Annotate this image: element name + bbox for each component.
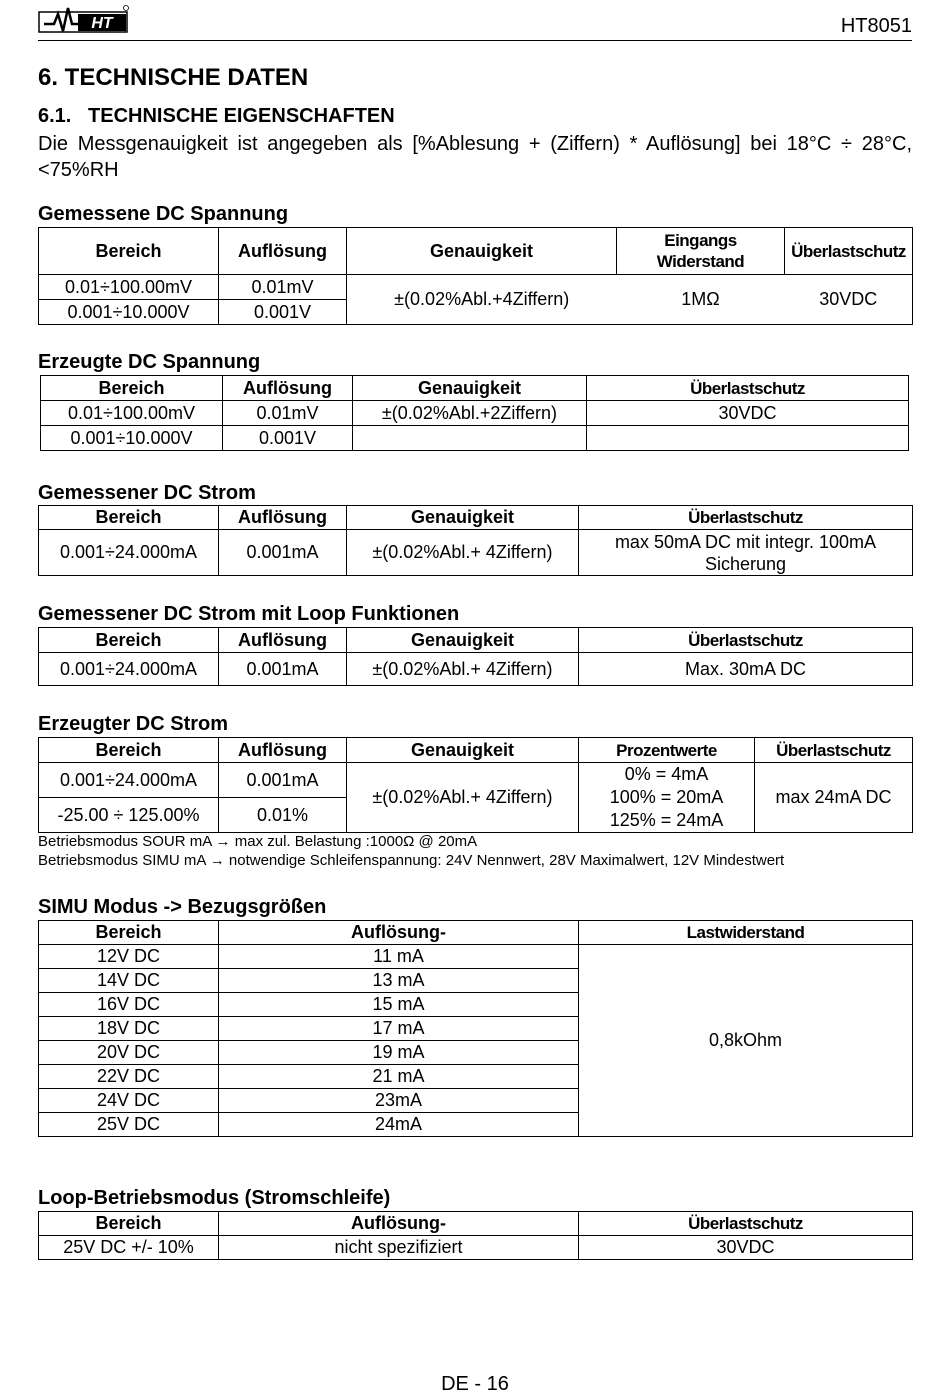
header-accuracy: Genauigkeit (353, 376, 587, 401)
header-overload: Überlastschutz (587, 376, 909, 401)
header-resolution: Auflösung- (219, 1212, 579, 1236)
resolution-cell: 0.001mA (219, 763, 347, 798)
header-accuracy: Genauigkeit (347, 506, 579, 530)
load-resistance-cell: 0,8kOhm (579, 945, 913, 1137)
accuracy-cell: ±(0.02%Abl.+4Ziffern) (347, 275, 617, 325)
current-cell: 13 mA (219, 969, 579, 993)
note-simu-mode: Betriebsmodus SIMU mA → notwendige Schleifenspannung: 24V Nennwert, 28V Maximalwert, 12V Mindestwert (38, 852, 785, 869)
header-resolution: Auflösung (219, 506, 347, 530)
resolution-cell: 0.01mV (219, 275, 347, 300)
current-cell: 23mA (219, 1089, 579, 1113)
header-range: Bereich (39, 628, 219, 653)
range-cell: 16V DC (39, 993, 219, 1017)
header-load-resistance: Lastwiderstand (579, 921, 913, 945)
range-cell: 0.001÷10.000V (39, 300, 219, 325)
svg-text:HT: HT (91, 15, 113, 32)
current-cell: 11 mA (219, 945, 579, 969)
resolution-cell: 0.001V (223, 426, 353, 451)
range-cell: 25V DC +/- 10% (39, 1236, 219, 1260)
header-accuracy: Genauigkeit (347, 228, 617, 275)
header-resolution: Auflösung (219, 228, 347, 275)
intro-paragraph: Die Messgenauigkeit ist angegeben als [%Ablesung + (Ziffern) * Auflösung] bei 18°C ÷ 28°C, <75%RH (38, 133, 912, 181)
header-resolution: Auflösung (219, 628, 347, 653)
generated-dc-voltage-title: Erzeugte DC Spannung (38, 351, 261, 373)
overload-cell: Max. 30mA DC (579, 653, 913, 686)
header-resolution: Auflösung- (219, 921, 579, 945)
accuracy-cell: ±(0.02%Abl.+ 4Ziffern) (347, 530, 579, 576)
loop-dc-current-table (38, 627, 913, 686)
range-cell: 0.001÷24.000mA (39, 530, 219, 576)
range-cell: 0.001÷24.000mA (39, 653, 219, 686)
range-cell: 18V DC (39, 1017, 219, 1041)
resolution-cell: nicht spezifiziert (219, 1236, 579, 1260)
header-overload: Überlastschutz (579, 1212, 913, 1236)
empty-cell (353, 426, 587, 451)
accuracy-cell: ±(0.02%Abl.+ 4Ziffern) (347, 653, 579, 686)
range-cell: 20V DC (39, 1041, 219, 1065)
resolution-cell: 0.001V (219, 300, 347, 325)
range-cell: 25V DC (39, 1113, 219, 1137)
overload-cell: 30VDC (587, 401, 909, 426)
loop-mode-table (38, 1211, 913, 1260)
header-range: Bereich (39, 506, 219, 530)
current-cell: 21 mA (219, 1065, 579, 1089)
header-accuracy: Genauigkeit (347, 738, 579, 763)
header-range: Bereich (39, 921, 219, 945)
percent-values-cell: 0% = 4mA 100% = 20mA 125% = 24mA (579, 763, 755, 833)
resolution-cell: 0.01mV (223, 401, 353, 426)
header-overload: Überlastschutz (579, 628, 913, 653)
loop-dc-current-title: Gemessener DC Strom mit Loop Funktionen (38, 603, 460, 625)
header-overload: Überlastschutz (579, 506, 913, 530)
empty-cell (587, 426, 909, 451)
header-resolution: Auflösung (219, 738, 347, 763)
range-cell: 0.01÷100.00mV (41, 401, 223, 426)
generated-dc-current-table (38, 737, 913, 833)
accuracy-cell: ±(0.02%Abl.+ 4Ziffern) (347, 763, 579, 833)
overload-cell: max 50mA DC mit integr. 100mA Sicherung (579, 530, 913, 576)
chapter-heading: 6. TECHNISCHE DATEN (38, 64, 309, 91)
accuracy-cell: ±(0.02%Abl.+2Ziffern) (353, 401, 587, 426)
header-input-impedance: Eingangs Widerstand (617, 228, 785, 275)
header-resolution: Auflösung (223, 376, 353, 401)
simu-mode-table (38, 920, 913, 1137)
current-cell: 17 mA (219, 1017, 579, 1041)
current-cell: 24mA (219, 1113, 579, 1137)
ht-logo (38, 4, 130, 34)
resolution-cell: 0.01% (219, 798, 347, 833)
header-percent-values: Prozentwerte (579, 738, 755, 763)
note-sour-mode: Betriebsmodus SOUR mA → max zul. Belastung :1000Ω @ 20mA (38, 833, 478, 850)
generated-dc-current-title: Erzeugter DC Strom (38, 713, 229, 735)
range-cell: 0.001÷10.000V (41, 426, 223, 451)
range-cell: 14V DC (39, 969, 219, 993)
header-range: Bereich (41, 376, 223, 401)
header-divider (38, 40, 912, 41)
overload-cell: 30VDC (785, 275, 913, 325)
document-id: HT8051 (840, 15, 912, 37)
loop-mode-title: Loop-Betriebsmodus (Stromschleife) (38, 1187, 391, 1209)
overload-cell: 30VDC (579, 1236, 913, 1260)
current-cell: 15 mA (219, 993, 579, 1017)
current-cell: 19 mA (219, 1041, 579, 1065)
range-cell: 24V DC (39, 1089, 219, 1113)
range-cell: -25.00 ÷ 125.00% (39, 798, 219, 833)
resolution-cell: 0.001mA (219, 653, 347, 686)
range-cell: 0.001÷24.000mA (39, 763, 219, 798)
measured-dc-current-title: Gemessener DC Strom (38, 482, 256, 504)
header-range: Bereich (39, 738, 219, 763)
range-cell: 12V DC (39, 945, 219, 969)
header-accuracy: Genauigkeit (347, 628, 579, 653)
header-range: Bereich (39, 1212, 219, 1236)
measured-dc-current-table (38, 505, 913, 576)
resolution-cell: 0.001mA (219, 530, 347, 576)
header-overload: Überlastschutz (755, 738, 913, 763)
page-number: DE - 16 (441, 1373, 509, 1395)
impedance-cell: 1MΩ (617, 275, 785, 325)
generated-dc-voltage-table (40, 375, 909, 451)
measured-dc-voltage-title: Gemessene DC Spannung (38, 203, 289, 225)
simu-mode-title: SIMU Modus -> Bezugsgrößen (38, 896, 327, 918)
measured-dc-voltage-table (38, 227, 913, 325)
overload-cell: max 24mA DC (755, 763, 913, 833)
header-range: Bereich (39, 228, 219, 275)
section-heading: 6.1. TECHNISCHE EIGENSCHAFTEN (38, 105, 395, 127)
range-cell: 0.01÷100.00mV (39, 275, 219, 300)
range-cell: 22V DC (39, 1065, 219, 1089)
header-overload: Überlastschutz (785, 228, 913, 275)
